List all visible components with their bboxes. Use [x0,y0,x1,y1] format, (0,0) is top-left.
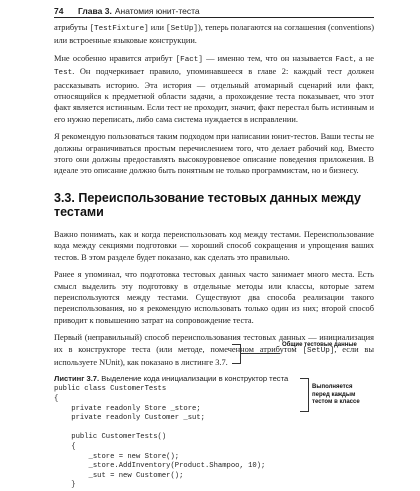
paragraph-continued: атрибуты [TestFixture] или [SetUp]), теперь полагаются на соглашения (conventions) или встроенные языковые конструкции. [54,23,375,46]
section-heading: 3.3. Переиспользование тестовых данных между тестами [54,190,361,219]
callout-runs-before-each: Выполняется перед каждым тестом в классе [312,384,360,405]
code-line: _sut = new Customer(); [54,471,184,480]
code-line: { [54,394,59,403]
code-line: } [54,481,76,490]
chapter-label: Глава 3. [78,6,112,16]
code-line: { [54,442,76,451]
paragraph-setup-methods: Ранее я упоминал, что подготовка тестовых данных часто занимает много места. Есть смысл выделить эту подготовку в отдельные методы или классы, которые затем переиспользуются между тестами. Существуют два способа реализации такого переиспользования, но я рекомендую использовать только один из них; второй способ приводит к повышению затрат на сопровождение теста. [54,270,374,325]
code-line: public CustomerTests() [54,433,167,442]
code-line [54,424,374,434]
code-line: public class CustomerTests [54,385,167,394]
page-body [54,22,374,491]
page-number: 74 [54,6,64,16]
chapter-title: Анатомия юнит-теста [114,6,200,16]
callout-bracket-fields [232,344,241,364]
callout-leader-fields [240,353,280,354]
paragraph-reuse-intro: Важно понимать, как и когда переиспользовать код между тестами. Переиспользование кода между секциями подготовки — хороший способ сокращения и упрощения ваших тестов. В этом разделе будет показано, как сделать это правильно. [54,229,374,262]
code-line: private readonly Customer _sut; [54,414,205,423]
paragraph-recommendation: Я рекомендую пользоваться таким подходом при написании юнит-тестов. Ваши тесты не должны ограничиваться простым перечислением того, что делает рабочий код. Вместо этого они должны предоставлять высокоуровневое описание поведения приложения. В идеале это описание должно быть понятным не только программистам, но и бизнесу. [54,132,374,176]
paragraph-first-way: Первый (неправильный) способ переиспользования тестовых данных — инициализация их в конструкторе теста (или методе, помеченном атрибутом [SetUp], если вы используете NUnit), как показано в листинге 3.7. [54,333,374,367]
code-line: private readonly Store _store; [54,404,201,413]
code-line: _store.AddInventory(Product.Shampoo, 10); [54,462,266,471]
running-header [54,4,374,18]
callout-shared-data: Общие тестовые данные [282,342,357,348]
code-line: _store = new Store(); [54,452,180,461]
paragraph-fact-attribute: Мне особенно нравится атрибут [Fact] — именно тем, что он называется Fact, а не Test. Он подчеркивает правило, упоминавшееся в главе 2: каждый тест должен рассказывать историю. Эта история — отдельный атомарный сценарий или факт, относящийся к предметной области задачи, а прохождение теста показывает, что этот факт является истинным. Если тест не проходит, значит, факт перестал быть истинным и его нужно переписать, либо сама система нуждается в исправлении. [54,53,374,124]
callout-bracket-ctor [300,378,309,412]
listing-caption: Листинг 3.7. Выделение кода инициализации в конструктор теста [54,374,289,384]
